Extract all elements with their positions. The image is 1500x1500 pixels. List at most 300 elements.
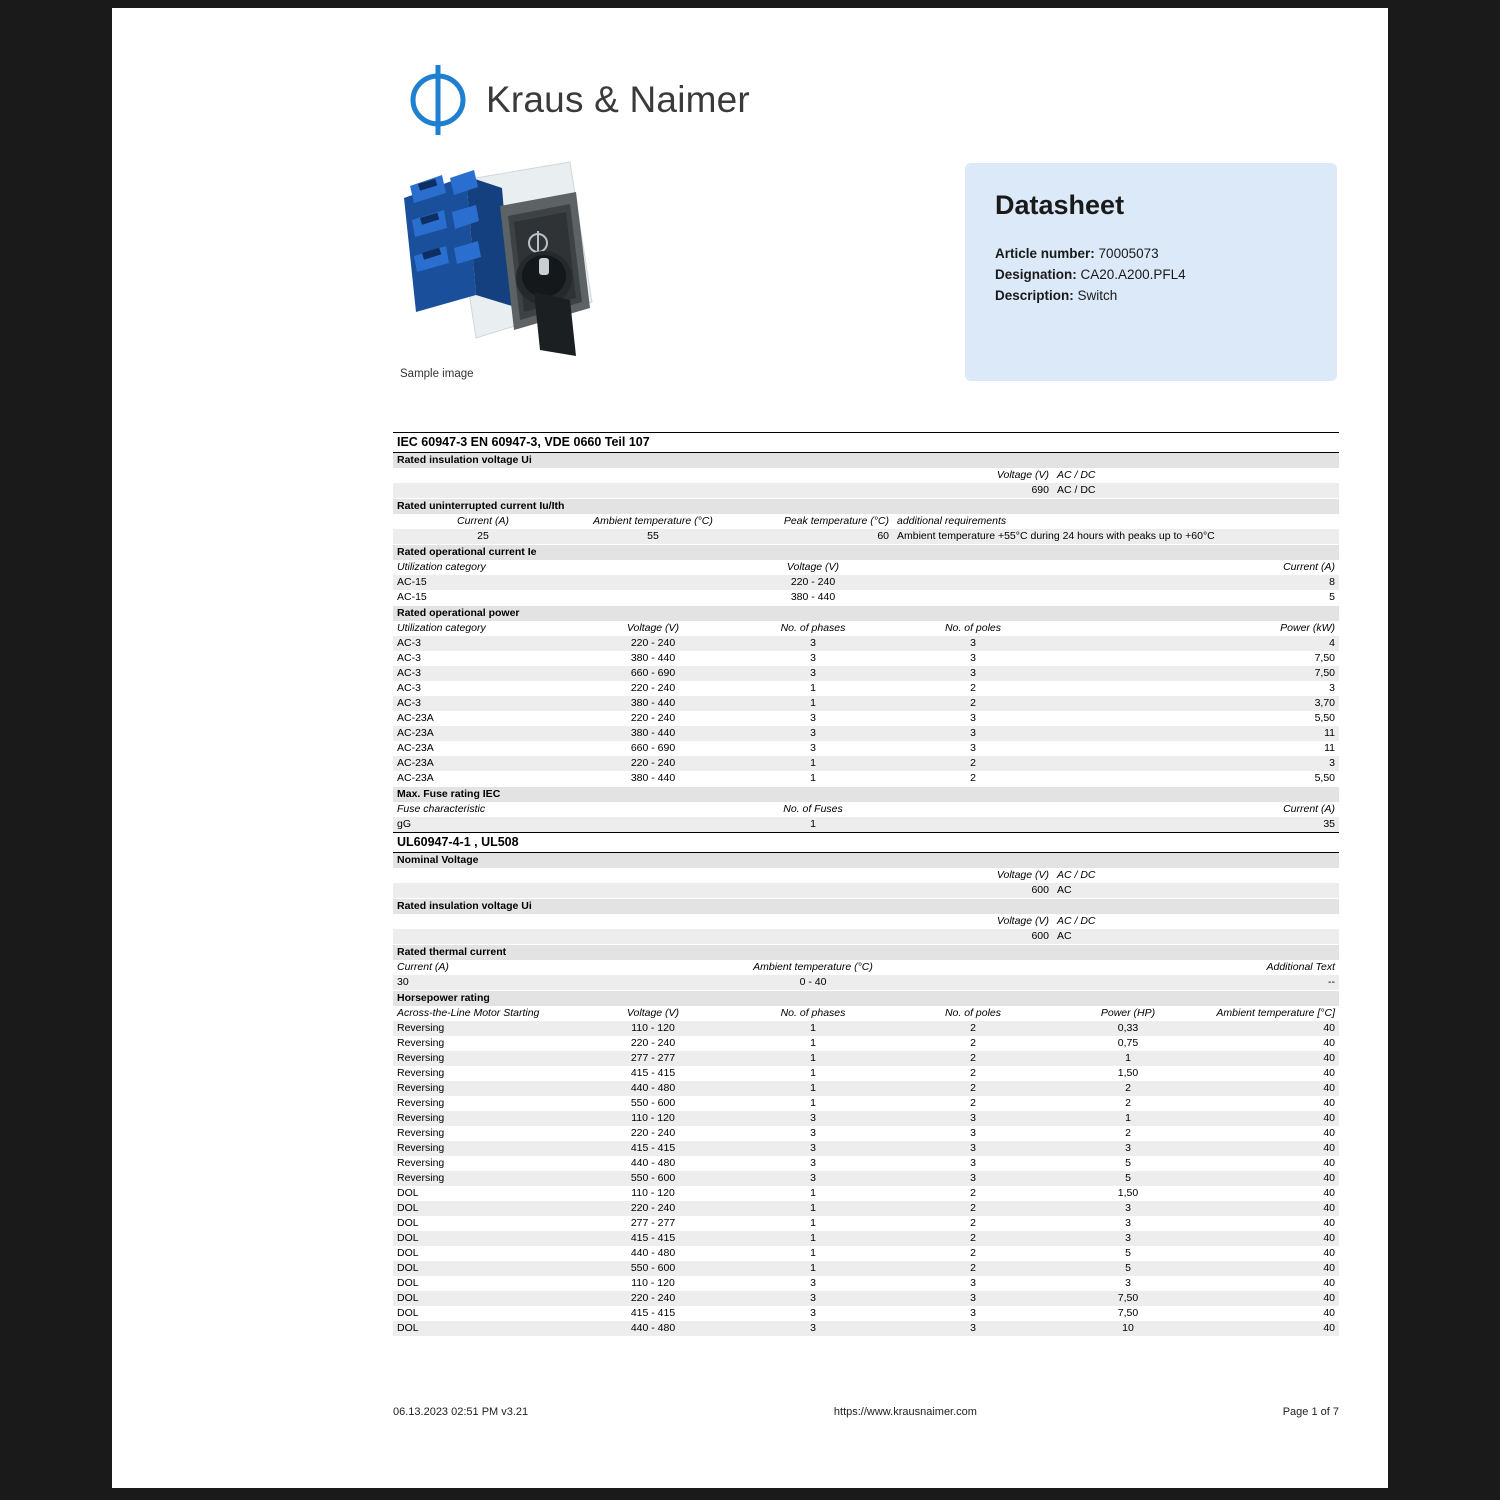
- article-number-label: Article number:: [995, 246, 1095, 261]
- table-cell: 550 - 600: [573, 1171, 733, 1186]
- table-cell: Reversing: [393, 1141, 573, 1156]
- table-cell: Current (A): [1053, 560, 1339, 575]
- table-cell: 440 - 480: [573, 1081, 733, 1096]
- table-cell: [1203, 914, 1339, 929]
- table-cell: Reversing: [393, 1021, 573, 1036]
- table-row: [393, 1036, 1339, 1051]
- table-cell: 3: [893, 741, 1053, 756]
- table-cell: AC-3: [393, 696, 573, 711]
- table-cell: 2: [1053, 1081, 1203, 1096]
- table-cell: Current (A): [393, 960, 573, 975]
- table-column-headers: [393, 802, 1339, 817]
- table-cell: 3: [893, 1321, 1053, 1336]
- table-cell: 7,50: [1053, 666, 1339, 681]
- table-cell: Rated uninterrupted current Iu/Ith: [393, 499, 1339, 515]
- table-cell: 11: [1053, 726, 1339, 741]
- table-row: [393, 756, 1339, 771]
- table-cell: DOL: [393, 1216, 573, 1231]
- table-row: [393, 1291, 1339, 1306]
- table-cell: UL60947-4-1 , UL508: [393, 833, 1339, 853]
- table-cell: 2: [1053, 1096, 1203, 1111]
- table-cell: 3: [1053, 1276, 1203, 1291]
- table-cell: 40: [1203, 1261, 1339, 1276]
- table-row: [393, 817, 1339, 833]
- table-cell: AC-23A: [393, 756, 573, 771]
- table-cell: 660 - 690: [573, 741, 733, 756]
- table-row: [393, 1201, 1339, 1216]
- table-cell: Rated thermal current: [393, 945, 1339, 961]
- table-cell: --: [1053, 975, 1339, 991]
- table-cell: 2: [893, 1201, 1053, 1216]
- table-column-headers: [393, 960, 1339, 975]
- table-cell: Current (A): [393, 514, 573, 529]
- table-cell: 40: [1203, 1051, 1339, 1066]
- table-cell: AC / DC: [1053, 914, 1203, 929]
- table-cell: 110 - 120: [573, 1186, 733, 1201]
- table-cell: 5: [1053, 1261, 1203, 1276]
- table-column-headers: [393, 514, 1339, 529]
- table-cell: 600: [733, 929, 1053, 945]
- table-cell: Voltage (V): [733, 468, 1053, 483]
- table-cell: 110 - 120: [573, 1276, 733, 1291]
- section-header: [393, 499, 1339, 515]
- table-cell: [1203, 929, 1339, 945]
- table-cell: AC-23A: [393, 711, 573, 726]
- table-cell: 380 - 440: [573, 590, 1053, 606]
- table-cell: AC-23A: [393, 741, 573, 756]
- table-cell: 1: [733, 1261, 893, 1276]
- table-cell: 3,70: [1053, 696, 1339, 711]
- table-cell: 2: [893, 771, 1053, 787]
- description-line: [995, 285, 1307, 306]
- table-cell: Horsepower rating: [393, 991, 1339, 1007]
- table-cell: 5: [1053, 1246, 1203, 1261]
- table-row: [393, 1246, 1339, 1261]
- table-cell: 8: [1053, 575, 1339, 590]
- table-cell: 2: [893, 681, 1053, 696]
- article-number-line: [995, 243, 1307, 264]
- table-cell: 380 - 440: [573, 696, 733, 711]
- table-cell: No. of phases: [733, 1006, 893, 1021]
- table-cell: Rated operational current Ie: [393, 545, 1339, 561]
- image-caption: Sample image: [400, 368, 474, 380]
- designation-label: Designation:: [995, 267, 1077, 282]
- table-row: [393, 1126, 1339, 1141]
- table-cell: No. of phases: [733, 621, 893, 636]
- table-cell: 600: [733, 883, 1053, 899]
- table-cell: 380 - 440: [573, 651, 733, 666]
- table-cell: 7,50: [1053, 1306, 1203, 1321]
- table-cell: Rated insulation voltage Ui: [393, 899, 1339, 915]
- table-row: [393, 1216, 1339, 1231]
- table-cell: 60: [733, 529, 893, 545]
- table-cell: No. of poles: [893, 1006, 1053, 1021]
- table-cell: 3: [733, 636, 893, 651]
- table-cell: AC-15: [393, 590, 573, 606]
- table-cell: 220 - 240: [573, 681, 733, 696]
- table-cell: 2: [893, 1216, 1053, 1231]
- table-cell: 2: [893, 1261, 1053, 1276]
- table-cell: 40: [1203, 1156, 1339, 1171]
- table-cell: 220 - 240: [573, 575, 1053, 590]
- table-column-headers: [393, 560, 1339, 575]
- page-footer: [393, 1406, 1339, 1418]
- section-header: [393, 606, 1339, 622]
- table-cell: 3: [1053, 1201, 1203, 1216]
- table-cell: 0,33: [1053, 1021, 1203, 1036]
- table-cell: 40: [1203, 1231, 1339, 1246]
- table-cell: 7,50: [1053, 1291, 1203, 1306]
- table-cell: 5,50: [1053, 711, 1339, 726]
- section-header: [393, 545, 1339, 561]
- table-cell: DOL: [393, 1321, 573, 1336]
- table-cell: AC-3: [393, 681, 573, 696]
- table-cell: 2: [893, 1081, 1053, 1096]
- table-cell: DOL: [393, 1291, 573, 1306]
- table-cell: 1: [733, 1246, 893, 1261]
- table-row: [393, 1186, 1339, 1201]
- table-cell: 40: [1203, 1036, 1339, 1051]
- table-cell: 40: [1203, 1021, 1339, 1036]
- table-cell: DOL: [393, 1246, 573, 1261]
- table-cell: 220 - 240: [573, 711, 733, 726]
- table-cell: 3: [893, 636, 1053, 651]
- table-cell: Voltage (V): [733, 868, 1053, 883]
- table-row: [393, 883, 1339, 899]
- table-cell: 3: [733, 1321, 893, 1336]
- table-cell: 0 - 40: [573, 975, 1053, 991]
- table-cell: 2: [893, 1246, 1053, 1261]
- table-cell: 550 - 600: [573, 1261, 733, 1276]
- table-row: [393, 1141, 1339, 1156]
- table-cell: 415 - 415: [573, 1066, 733, 1081]
- table-cell: DOL: [393, 1186, 573, 1201]
- table-cell: Power (HP): [1053, 1006, 1203, 1021]
- table-cell: 5,50: [1053, 771, 1339, 787]
- table-cell: 3: [1053, 1231, 1203, 1246]
- table-cell: [393, 883, 733, 899]
- table-cell: 3: [893, 1306, 1053, 1321]
- product-image: [394, 160, 612, 365]
- table-cell: 440 - 480: [573, 1321, 733, 1336]
- section-header: [393, 945, 1339, 961]
- table-cell: 3: [893, 1126, 1053, 1141]
- footer-url[interactable]: https://www.krausnaimer.com: [833, 1406, 977, 1418]
- table-cell: 3: [733, 666, 893, 681]
- table-cell: Nominal Voltage: [393, 853, 1339, 869]
- table-cell: AC-15: [393, 575, 573, 590]
- table-cell: 2: [893, 1186, 1053, 1201]
- table-row: [393, 1261, 1339, 1276]
- table-row: [393, 681, 1339, 696]
- table-cell: Reversing: [393, 1111, 573, 1126]
- table-cell: DOL: [393, 1261, 573, 1276]
- table-cell: gG: [393, 817, 573, 833]
- table-cell: 380 - 440: [573, 726, 733, 741]
- table-cell: AC / DC: [1053, 483, 1203, 499]
- table-cell: Reversing: [393, 1171, 573, 1186]
- table-cell: Voltage (V): [573, 560, 1053, 575]
- section-header: [393, 853, 1339, 869]
- section-header: [393, 453, 1339, 469]
- table-cell: Additional Text: [1053, 960, 1339, 975]
- table-cell: Utilization category: [393, 621, 573, 636]
- table-cell: 3: [893, 1141, 1053, 1156]
- table-cell: 1: [733, 1081, 893, 1096]
- table-cell: 1: [733, 1096, 893, 1111]
- table-cell: [393, 914, 733, 929]
- table-cell: 1: [733, 1051, 893, 1066]
- table-cell: 0,75: [1053, 1036, 1203, 1051]
- table-cell: 1: [733, 1186, 893, 1201]
- table-cell: [1203, 883, 1339, 899]
- table-cell: 2: [893, 1066, 1053, 1081]
- table-cell: 690: [733, 483, 1053, 499]
- table-cell: 3: [893, 1111, 1053, 1126]
- table-cell: 5: [1053, 1171, 1203, 1186]
- table-cell: 1: [733, 1021, 893, 1036]
- table-cell: Across-the-Line Motor Starting: [393, 1006, 573, 1021]
- table-cell: [393, 468, 733, 483]
- table-row: [393, 696, 1339, 711]
- table-cell: 40: [1203, 1111, 1339, 1126]
- table-cell: Reversing: [393, 1066, 573, 1081]
- table-cell: 220 - 240: [573, 1201, 733, 1216]
- table-cell: 1: [733, 696, 893, 711]
- table-cell: 3: [733, 1126, 893, 1141]
- table-cell: 110 - 120: [573, 1021, 733, 1036]
- table-cell: AC-3: [393, 651, 573, 666]
- table-row: [393, 1066, 1339, 1081]
- table-cell: Current (A): [1053, 802, 1339, 817]
- section-header: [393, 899, 1339, 915]
- table-cell: 1,50: [1053, 1066, 1203, 1081]
- table-cell: Fuse characteristic: [393, 802, 573, 817]
- table-cell: 1: [733, 1216, 893, 1231]
- table-cell: No. of Fuses: [573, 802, 1053, 817]
- table-cell: 550 - 600: [573, 1096, 733, 1111]
- table-cell: 3: [733, 1276, 893, 1291]
- table-cell: 3: [893, 1156, 1053, 1171]
- table-row: [393, 711, 1339, 726]
- table-cell: Voltage (V): [573, 1006, 733, 1021]
- table-cell: Reversing: [393, 1156, 573, 1171]
- table-row: [393, 636, 1339, 651]
- table-cell: Rated insulation voltage Ui: [393, 453, 1339, 469]
- table-cell: 3: [733, 726, 893, 741]
- table-cell: additional requirements: [893, 514, 1339, 529]
- table-row: [393, 1231, 1339, 1246]
- table-cell: 110 - 120: [573, 1111, 733, 1126]
- table-cell: Rated operational power: [393, 606, 1339, 622]
- table-cell: Voltage (V): [573, 621, 733, 636]
- table-cell: 1,50: [1053, 1186, 1203, 1201]
- specifications-table: [393, 432, 1339, 1336]
- table-cell: 2: [893, 696, 1053, 711]
- table-cell: Reversing: [393, 1081, 573, 1096]
- table-cell: 40: [1203, 1081, 1339, 1096]
- table-cell: DOL: [393, 1201, 573, 1216]
- table-row: [393, 975, 1339, 991]
- table-cell: No. of poles: [893, 621, 1053, 636]
- table-cell: 30: [393, 975, 573, 991]
- table-cell: [393, 929, 733, 945]
- table-cell: 3: [893, 711, 1053, 726]
- table-cell: Reversing: [393, 1096, 573, 1111]
- table-cell: AC / DC: [1053, 468, 1203, 483]
- table-cell: 1: [733, 681, 893, 696]
- table-cell: Ambient temperature (°C): [573, 514, 733, 529]
- table-cell: 660 - 690: [573, 666, 733, 681]
- table-cell: 1: [733, 756, 893, 771]
- table-cell: 40: [1203, 1141, 1339, 1156]
- brand-name: Kraus & Naimer: [486, 79, 750, 120]
- table-cell: 40: [1203, 1066, 1339, 1081]
- table-row: [393, 1321, 1339, 1336]
- table-row: [393, 529, 1339, 545]
- table-cell: Ambient temperature (°C): [573, 960, 1053, 975]
- table-row: [393, 929, 1339, 945]
- table-cell: 40: [1203, 1216, 1339, 1231]
- table-cell: Utilization category: [393, 560, 573, 575]
- section-header: [393, 787, 1339, 803]
- table-cell: 35: [1053, 817, 1339, 833]
- table-cell: 1: [733, 771, 893, 787]
- table-cell: 3: [733, 711, 893, 726]
- table-row: [393, 651, 1339, 666]
- table-cell: 220 - 240: [573, 1291, 733, 1306]
- table-cell: [393, 868, 733, 883]
- phi-logo-icon: [408, 63, 468, 137]
- table-cell: 415 - 415: [573, 1141, 733, 1156]
- article-number-value: 70005073: [1098, 246, 1159, 261]
- table-cell: 3: [1053, 756, 1339, 771]
- table-row: [393, 1306, 1339, 1321]
- table-cell: 40: [1203, 1246, 1339, 1261]
- table-cell: 440 - 480: [573, 1246, 733, 1261]
- table-column-headers: [393, 468, 1339, 483]
- table-cell: 220 - 240: [573, 1036, 733, 1051]
- table-cell: IEC 60947-3 EN 60947-3, VDE 0660 Teil 107: [393, 433, 1339, 453]
- table-cell: 220 - 240: [573, 756, 733, 771]
- table-cell: 40: [1203, 1126, 1339, 1141]
- table-cell: 40: [1203, 1096, 1339, 1111]
- table-cell: 3: [733, 741, 893, 756]
- table-cell: 3: [893, 1276, 1053, 1291]
- description-label: Description:: [995, 288, 1074, 303]
- table-row: [393, 1276, 1339, 1291]
- table-cell: 5: [1053, 1156, 1203, 1171]
- table-cell: AC: [1053, 883, 1203, 899]
- table-cell: 40: [1203, 1276, 1339, 1291]
- table-cell: 1: [733, 1036, 893, 1051]
- table-cell: 3: [1053, 1141, 1203, 1156]
- table-cell: 55: [573, 529, 733, 545]
- table-cell: 415 - 415: [573, 1231, 733, 1246]
- table-cell: 2: [893, 1231, 1053, 1246]
- table-cell: 10: [1053, 1321, 1203, 1336]
- table-cell: 1: [1053, 1051, 1203, 1066]
- table-cell: 40: [1203, 1291, 1339, 1306]
- table-row: [393, 1051, 1339, 1066]
- table-cell: 2: [893, 756, 1053, 771]
- table-cell: DOL: [393, 1276, 573, 1291]
- table-cell: Voltage (V): [733, 914, 1053, 929]
- table-cell: 3: [733, 1141, 893, 1156]
- table-row: [393, 1111, 1339, 1126]
- table-cell: AC-3: [393, 666, 573, 681]
- table-cell: 3: [1053, 681, 1339, 696]
- table-cell: [393, 483, 733, 499]
- designation-value: CA20.A200.PFL4: [1080, 267, 1186, 282]
- table-cell: 1: [573, 817, 1053, 833]
- table-cell: AC / DC: [1053, 868, 1203, 883]
- table-row: [393, 741, 1339, 756]
- table-cell: Ambient temperature +55°C during 24 hours with peaks up to +60°C: [893, 529, 1339, 545]
- table-cell: 1: [1053, 1111, 1203, 1126]
- table-cell: [1203, 868, 1339, 883]
- table-cell: 2: [1053, 1126, 1203, 1141]
- table-cell: 277 - 277: [573, 1051, 733, 1066]
- table-cell: 3: [733, 1171, 893, 1186]
- table-cell: 3: [733, 1156, 893, 1171]
- table-cell: 2: [893, 1051, 1053, 1066]
- table-cell: 3: [733, 1111, 893, 1126]
- table-cell: 440 - 480: [573, 1156, 733, 1171]
- table-row: [393, 666, 1339, 681]
- page-title: Datasheet: [995, 190, 1125, 220]
- table-cell: 3: [893, 666, 1053, 681]
- table-cell: 3: [893, 1291, 1053, 1306]
- table-cell: Max. Fuse rating IEC: [393, 787, 1339, 803]
- table-row: [393, 1096, 1339, 1111]
- table-cell: 25: [393, 529, 573, 545]
- table-cell: 3: [893, 651, 1053, 666]
- footer-timestamp: 06.13.2023 02:51 PM v3.21: [393, 1406, 529, 1418]
- table-cell: [1203, 483, 1339, 499]
- table-row: [393, 726, 1339, 741]
- table-cell: 3: [733, 1291, 893, 1306]
- table-cell: AC-23A: [393, 726, 573, 741]
- datasheet-page: [112, 8, 1388, 1488]
- section-header-major: [393, 433, 1339, 453]
- table-column-headers: [393, 621, 1339, 636]
- table-cell: AC-23A: [393, 771, 573, 787]
- designation-line: [995, 264, 1307, 285]
- section-header: [393, 991, 1339, 1007]
- table-cell: Peak temperature (°C): [733, 514, 893, 529]
- table-cell: 3: [893, 1171, 1053, 1186]
- table-cell: 7,50: [1053, 651, 1339, 666]
- table-cell: AC-3: [393, 636, 573, 651]
- table-cell: 3: [1053, 1216, 1203, 1231]
- table-row: [393, 1081, 1339, 1096]
- table-cell: DOL: [393, 1306, 573, 1321]
- table-cell: 1: [733, 1231, 893, 1246]
- table-cell: Reversing: [393, 1036, 573, 1051]
- datasheet-info-box: [965, 163, 1337, 381]
- section-header-major: [393, 833, 1339, 853]
- table-row: [393, 1021, 1339, 1036]
- table-row: [393, 483, 1339, 499]
- footer-page-number: Page 1 of 7: [1282, 1406, 1339, 1418]
- table-cell: 277 - 277: [573, 1216, 733, 1231]
- table-cell: Power (kW): [1053, 621, 1339, 636]
- table-cell: 1: [733, 1201, 893, 1216]
- table-column-headers: [393, 914, 1339, 929]
- table-cell: 4: [1053, 636, 1339, 651]
- table-cell: 220 - 240: [573, 1126, 733, 1141]
